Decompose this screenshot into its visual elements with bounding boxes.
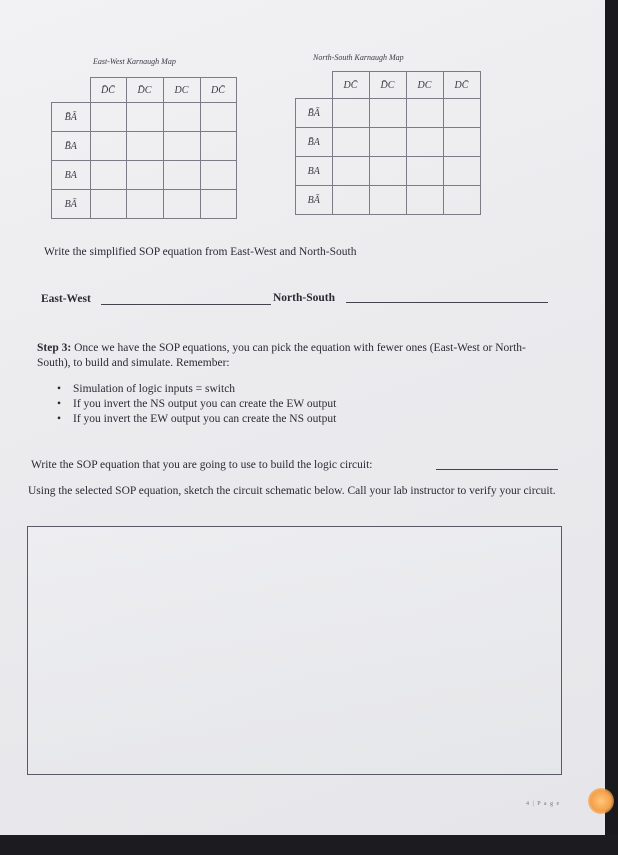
- kmap-cell[interactable]: [126, 190, 163, 219]
- page-footer: 4 | P a g e: [526, 801, 561, 807]
- kmap-cell[interactable]: [200, 161, 236, 190]
- dark-background-bottom: [0, 835, 618, 855]
- kmap-cell[interactable]: [163, 190, 200, 219]
- light-glare: [588, 788, 614, 814]
- kmap-cell[interactable]: [126, 161, 163, 190]
- sop-build-instruction: Write the SOP equation that you are going to use to build the logic circuit:: [31, 459, 373, 471]
- ns-answer-label: North-South: [273, 292, 335, 304]
- kmap-cell[interactable]: [406, 128, 443, 157]
- sop-build-answer-line[interactable]: [436, 469, 558, 470]
- sketch-instruction: Using the selected SOP equation, sketch the circuit schematic below. Call your lab instructor to verify your circuit.: [28, 485, 556, 497]
- kmap-cell[interactable]: [200, 190, 236, 219]
- step3-text: Once we have the SOP equations, you can pick the equation with fewer ones (East-West or North-South), to build and simulate. Remember:: [37, 342, 526, 369]
- kmap-cell[interactable]: [332, 157, 369, 186]
- list-item: • If you invert the EW output you can create the NS output: [53, 412, 533, 427]
- ew-answer-label: East-West: [41, 293, 91, 305]
- kmap-cell[interactable]: [369, 99, 406, 128]
- step3-label: Step 3:: [37, 342, 72, 354]
- kmap-cell[interactable]: [90, 161, 126, 190]
- col-header: DC: [406, 72, 443, 99]
- write-sop-instruction: Write the simplified SOP equation from East-West and North-South: [44, 246, 357, 258]
- row-header: B̄Ā: [296, 99, 333, 128]
- kmap-cell[interactable]: [126, 132, 163, 161]
- ns-answer-line[interactable]: [346, 302, 548, 303]
- row-header: B̄Ā: [52, 103, 91, 132]
- circuit-schematic-box[interactable]: [27, 526, 562, 775]
- kmap-cell[interactable]: [369, 157, 406, 186]
- kmap-cell[interactable]: [90, 132, 126, 161]
- kmap-cell[interactable]: [369, 128, 406, 157]
- row-header: BĀ: [52, 190, 91, 219]
- ew-map-title: East-West Karnaugh Map: [93, 57, 176, 66]
- kmap-cell[interactable]: [200, 132, 236, 161]
- kmap-cell[interactable]: [163, 103, 200, 132]
- kmap-cell[interactable]: [406, 186, 443, 215]
- row-header: BA: [52, 161, 91, 190]
- row-header: BĀ: [296, 186, 333, 215]
- kmap-cell[interactable]: [332, 99, 369, 128]
- kmap-cell[interactable]: [369, 186, 406, 215]
- step3-paragraph: [37, 341, 557, 371]
- kmap-cell[interactable]: [406, 157, 443, 186]
- kmap-cell[interactable]: [163, 132, 200, 161]
- list-item: • Simulation of logic inputs = switch: [53, 382, 533, 397]
- list-item: • If you invert the NS output you can create the EW output: [53, 397, 533, 412]
- kmap-cell[interactable]: [443, 128, 480, 157]
- col-header: D̄C: [126, 78, 163, 103]
- col-header: DC̄: [332, 72, 369, 99]
- ew-karnaugh-map: [51, 77, 237, 219]
- kmap-cell[interactable]: [443, 186, 480, 215]
- kmap-cell[interactable]: [163, 161, 200, 190]
- col-header: D̄C: [369, 72, 406, 99]
- row-header: BA: [296, 157, 333, 186]
- kmap-cell[interactable]: [406, 99, 443, 128]
- kmap-cell[interactable]: [332, 186, 369, 215]
- kmap-corner: [52, 78, 91, 103]
- dark-background-edge: [605, 0, 618, 855]
- ns-map-title: North-South Karnaugh Map: [313, 53, 404, 62]
- col-header: DC̄: [200, 78, 236, 103]
- ns-karnaugh-map: [295, 71, 481, 215]
- kmap-cell[interactable]: [200, 103, 236, 132]
- kmap-cell[interactable]: [126, 103, 163, 132]
- kmap-corner: [296, 72, 333, 99]
- kmap-cell[interactable]: [90, 190, 126, 219]
- row-header: B̄A: [296, 128, 333, 157]
- kmap-cell[interactable]: [332, 128, 369, 157]
- reminder-list: [53, 382, 533, 427]
- col-header: D̄C̄: [90, 78, 126, 103]
- kmap-cell[interactable]: [443, 99, 480, 128]
- ew-answer-line[interactable]: [101, 304, 271, 305]
- col-header: DC: [163, 78, 200, 103]
- kmap-cell[interactable]: [90, 103, 126, 132]
- kmap-cell[interactable]: [443, 157, 480, 186]
- col-header: DC̄: [443, 72, 480, 99]
- row-header: B̄A: [52, 132, 91, 161]
